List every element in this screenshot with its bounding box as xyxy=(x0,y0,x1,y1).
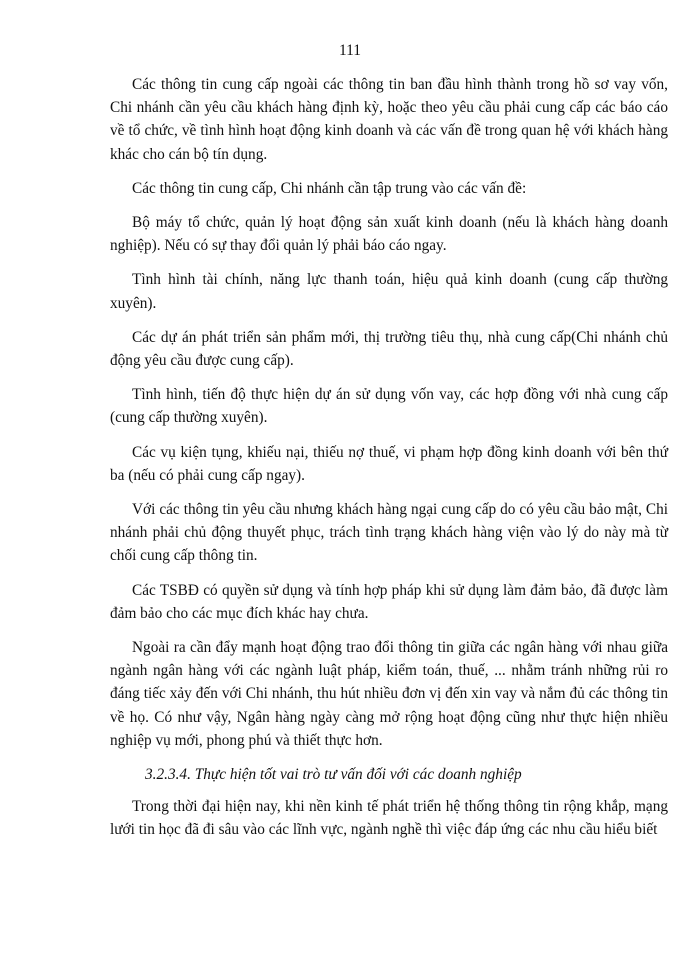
paragraph-collateral: Các TSBĐ có quyền sử dụng và tính hợp pháp khi sử dụng làm đảm bảo, đã được làm đảm bảo cho các mục đích khác hay chưa. xyxy=(110,581,668,622)
paragraph-info-exchange: Ngoài ra cần đẩy mạnh hoạt động trao đổi thông tin giữa các ngân hàng với nhau giữa ngành ngân hàng với các ngành luật pháp, kiểm toán, thuế, ... nhằm tránh những rủi ro đáng tiếc xảy đến với Chi nhánh, thu hút nhiều đơn vị đến xin vay và nắm đủ các thông tin về họ. Có như vậy, Ngân hàng ngày càng mở rộng hoạt động cũng như thực hiện nhiều nghiệp vụ mới, phong phú và thiết thực hơn. xyxy=(110,639,668,749)
paragraph-litigation: Các vụ kiện tụng, khiếu nại, thiếu nợ thuế, vi phạm hợp đồng kinh doanh với bên thứ ba (nếu có phải cung cấp ngay). xyxy=(110,443,668,484)
paragraph-focus-intro: Các thông tin cung cấp, Chi nhánh cần tập trung vào các vấn đề: xyxy=(132,179,527,197)
paragraph-new-projects: Các dự án phát triển sản phẩm mới, thị trường tiêu thụ, nhà cung cấp(Chi nhánh chủ động yêu cầu được cung cấp). xyxy=(110,328,668,370)
section-heading: 3.2.3.4. Thực hiện tốt vai trò tư vấn đối với các doanh nghiệp xyxy=(145,766,522,784)
body-text xyxy=(110,73,668,853)
paragraph-organization: Bộ máy tổ chức, quản lý hoạt động sản xuất kinh doanh (nếu là khách hàng doanh nghiệp). Nếu có sự thay đổi quản lý phải báo cáo ngay. xyxy=(110,214,668,255)
paragraph-advisory-role: Trong thời đại hiện nay, khi nền kinh tế phát triển hệ thống thông tin rộng khắp, mạng lưới tin học đã đi sâu vào các lĩnh vực, ngành nghề thì việc đáp ứng các nhu cầu hiểu biết xyxy=(110,798,668,839)
paragraph-project-progress: Tình hình, tiến độ thực hiện dự án sử dụng vốn vay, các hợp đồng với nhà cung cấp (cung cấp thường xuyên). xyxy=(110,386,668,427)
page-number: 111 xyxy=(338,42,362,59)
paragraph-supplementary-info: Các thông tin cung cấp ngoài các thông tin ban đầu hình thành trong hồ sơ vay vốn, Chi nhánh cần yêu cầu khách hàng định kỳ, hoặc theo yêu cầu phải cung cấp các báo cáo về tổ chức, về tình hình hoạt động kinh doanh và các vấn đề trong quan hệ với khách hàng khác cho cán bộ tín dụng. xyxy=(110,76,668,163)
paragraph-financial-status: Tình hình tài chính, năng lực thanh toán, hiệu quả kinh doanh (cung cấp thường xuyên). xyxy=(110,271,668,312)
paragraph-confidential-info: Với các thông tin yêu cầu nhưng khách hàng ngại cung cấp do có yêu cầu bảo mật, Chi nhánh phải chủ động thuyết phục, trách tình trạng khách hàng viện vào lý do này mà từ chối cung cấp thông tin. xyxy=(110,501,668,565)
